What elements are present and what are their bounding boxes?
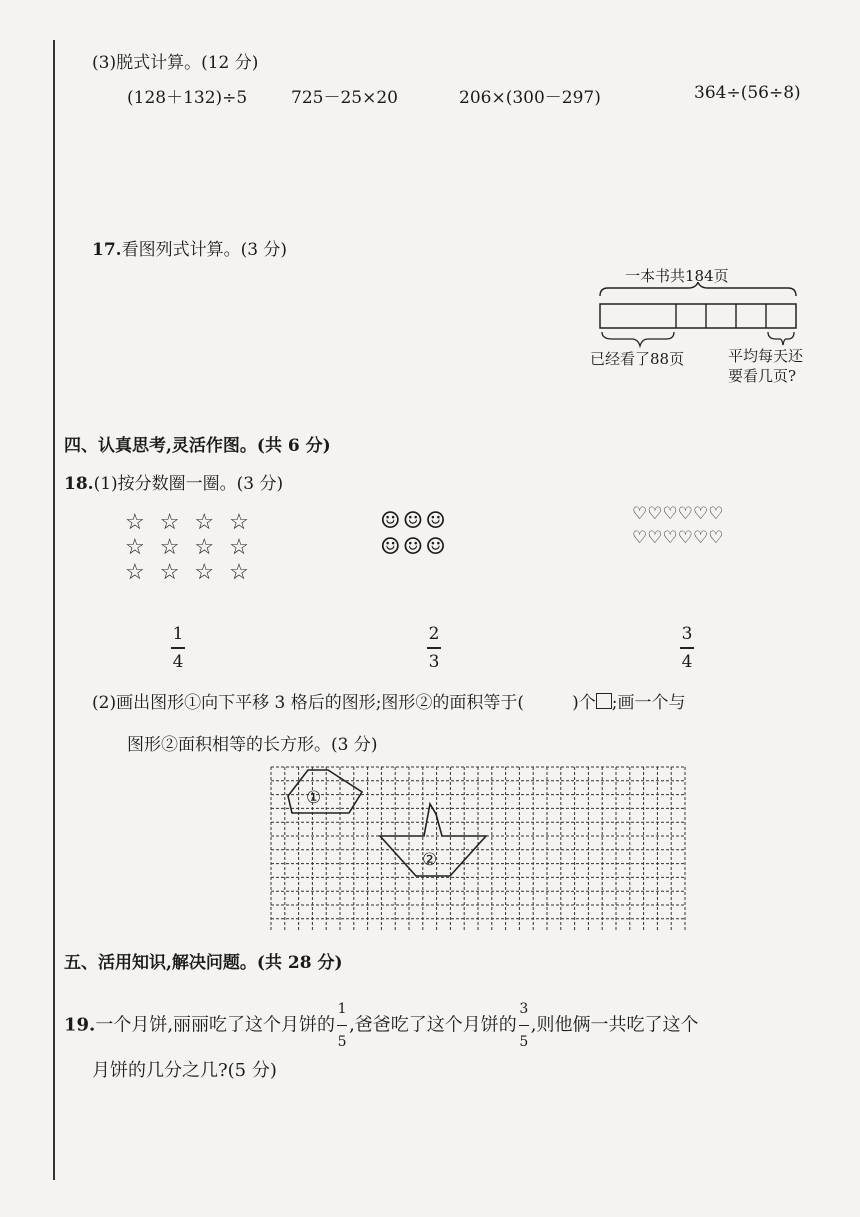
heart-row: ♡♡♡♡♡♡ (632, 504, 724, 524)
fraction-one-fifth (337, 994, 347, 1057)
star-row: ☆ ☆ ☆ ☆ (125, 510, 253, 535)
q18-part2-text-b: )个 (572, 693, 596, 713)
unit-square-icon (596, 693, 612, 709)
fraction-numerator: 3 (681, 624, 693, 644)
dotted-grid (270, 766, 686, 932)
stars-group (125, 510, 253, 585)
fraction-denominator: 3 (428, 651, 440, 672)
question-line-1: 平均每天还 (728, 347, 804, 365)
shape-1-label: ① (306, 788, 322, 808)
heart-row: ♡♡♡♡♡♡ (632, 528, 724, 548)
q19-line1 (64, 994, 699, 1057)
fraction-numerator: 1 (172, 624, 184, 644)
q18-number: 18. (64, 474, 94, 494)
section-4-title: 四、认真思考,灵活作图。(共 6 分) (64, 436, 331, 456)
fraction-three-fifths (519, 994, 529, 1057)
q18-part2-line2: 图形②面积相等的长方形。(3 分) (127, 735, 378, 755)
q17-number: 17. (92, 240, 122, 260)
fraction-denominator: 4 (172, 651, 184, 672)
expression-4: 364÷(56÷8) (694, 83, 801, 103)
q19-line2: 月饼的几分之几?(5 分) (92, 1060, 277, 1081)
fraction-numerator: 3 (519, 1001, 529, 1017)
section-5-title: 五、活用知识,解决问题。(共 28 分) (64, 953, 343, 973)
fraction-one-quarter (171, 624, 185, 672)
q18-heading (64, 469, 283, 494)
q16-part3-label: (3)脱式计算。(12 分) (92, 53, 259, 73)
question-label (728, 346, 803, 386)
q18-part2-text-c: ;画一个与 (611, 693, 686, 713)
q19-number: 19. (64, 1014, 96, 1036)
q17-heading (92, 235, 287, 260)
fraction-denominator: 5 (519, 1034, 529, 1051)
q19-text-b: ,爸爸吃了这个月饼的 (349, 1014, 517, 1036)
fraction-two-thirds (427, 624, 441, 672)
star-row: ☆ ☆ ☆ ☆ (125, 535, 253, 560)
expression-3: 206×(300－297) (459, 88, 601, 108)
pages-read-label: 已经看了88页 (590, 350, 685, 368)
q18-part2-text-a: (2)画出图形①向下平移 3 格后的图形;图形②的面积等于( (92, 693, 525, 713)
q17-label: 看图列式计算。(3 分) (121, 240, 288, 260)
shape-2-label: ② (422, 850, 438, 870)
q19-text-c: ,则他俩一共吃了这个 (530, 1014, 699, 1036)
fraction-denominator: 5 (337, 1034, 347, 1051)
expression-1: (128＋132)÷5 (127, 88, 248, 108)
page-margin-line (53, 40, 55, 1180)
fraction-numerator: 1 (337, 1001, 347, 1017)
q18-part2-line1 (92, 688, 685, 713)
q18-part1-label: (1)按分数圈一圈。(3 分) (93, 474, 284, 494)
fraction-numerator: 2 (428, 624, 440, 644)
q19-text-a: 一个月饼,丽丽吃了这个月饼的 (95, 1014, 336, 1036)
remaining-brace (768, 332, 794, 345)
question-line-2: 要看几页? (728, 367, 797, 385)
expression-2: 725－25×20 (291, 88, 398, 108)
shape-1 (288, 770, 362, 813)
read-brace (602, 332, 674, 346)
hearts-group (632, 502, 723, 550)
total-brace (600, 282, 796, 296)
smiley-row: ☺☺☺ (380, 508, 448, 534)
smiley-group (380, 508, 448, 560)
star-row: ☆ ☆ ☆ ☆ (125, 560, 253, 585)
fraction-three-quarters (680, 624, 694, 672)
book-pages-diagram (590, 282, 812, 348)
book-total-label: 一本书共184页 (625, 267, 729, 285)
fraction-denominator: 4 (681, 651, 693, 672)
smiley-row: ☺☺☺ (380, 534, 448, 560)
